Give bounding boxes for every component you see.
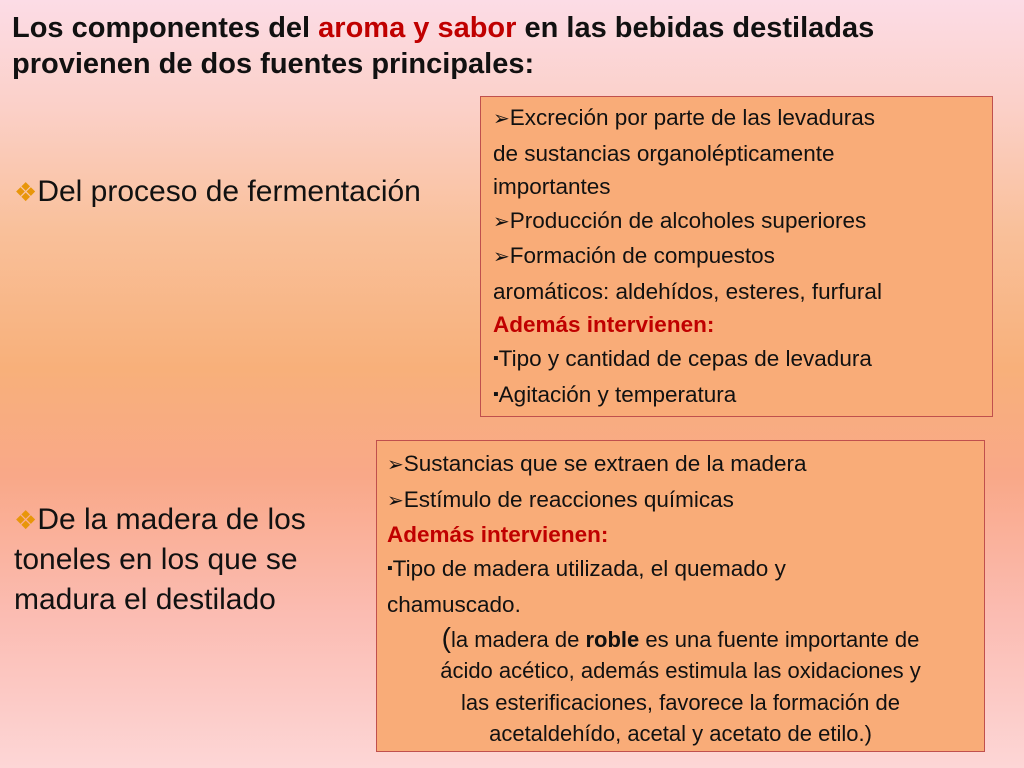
box1-also-item1: Tipo y cantidad de cepas de levadura [498,345,872,371]
square-bullet-icon: ▪ [493,386,499,403]
arrow-bullet-icon: ➢ [493,108,510,130]
box2-also-item1-line2: chamuscado. [387,592,521,617]
oak-note [387,622,974,750]
box2-item1: Sustancias que se extraen de la madera [403,451,807,476]
note-line2: ácido acético, además estimula las oxidaciones y [440,658,921,683]
square-bullet-icon: ▪ [493,349,499,367]
note-bold-roble: roble [585,626,640,652]
diamond-bullet-icon: ❖ [14,505,38,535]
diamond-bullet-icon: ❖ [14,177,38,207]
arrow-bullet-icon: ➢ [493,246,510,268]
box2-item2: Estímulo de reacciones químicas [403,486,734,512]
bullet-fermentation-text: Del proceso de fermentación [37,175,421,208]
note-post1: es una fuente importante de [639,626,920,652]
box1-item3-line1: Formación de compuestos [509,243,775,268]
wood-details-box [376,440,985,752]
box1-item2-line1: Producción de alcoholes superiores [509,207,867,233]
title-part1: Los componentes del [12,12,319,44]
square-bullet-icon: ▪ [387,559,393,577]
bullet-wood [14,500,306,620]
box1-item1-line1: Excreción por parte de las levaduras [509,105,875,130]
arrow-bullet-icon: ➢ [387,454,404,476]
note-pre: la madera de [450,626,586,652]
title-part2: en las bebidas destiladas provienen de dos fuentes principales: [12,12,875,80]
arrow-bullet-icon: ➢ [493,210,510,233]
box1-item1-line2: de sustancias organolépticamente [493,140,835,166]
box1-item1-line3: importantes [493,174,611,199]
note-open-paren: ( [441,621,451,653]
box1-also-label: Además intervienen: [493,312,715,337]
box2-also-item1-line1: Tipo de madera utilizada, el quemado y [392,555,786,581]
page-title [12,10,1012,82]
bullet-wood-line2: toneles en los que se [14,543,298,576]
bullet-wood-line3: madura el destilado [14,583,276,616]
box2-also-label: Además intervienen: [387,522,609,547]
bullet-wood-line1: De la madera de los [37,503,306,536]
fermentation-details-box [480,96,993,417]
title-highlight: aroma y sabor [318,12,517,44]
arrow-bullet-icon: ➢ [387,489,404,512]
bullet-fermentation [14,172,421,212]
box1-item3-line2: aromáticos: aldehídos, esteres, furfural [493,278,882,304]
note-line3: las esterificaciones, favorece la formación de [461,689,900,715]
note-line4: acetaldehído, acetal y acetato de etilo.) [489,721,872,746]
box1-also-item2: Agitación y temperatura [498,382,737,407]
